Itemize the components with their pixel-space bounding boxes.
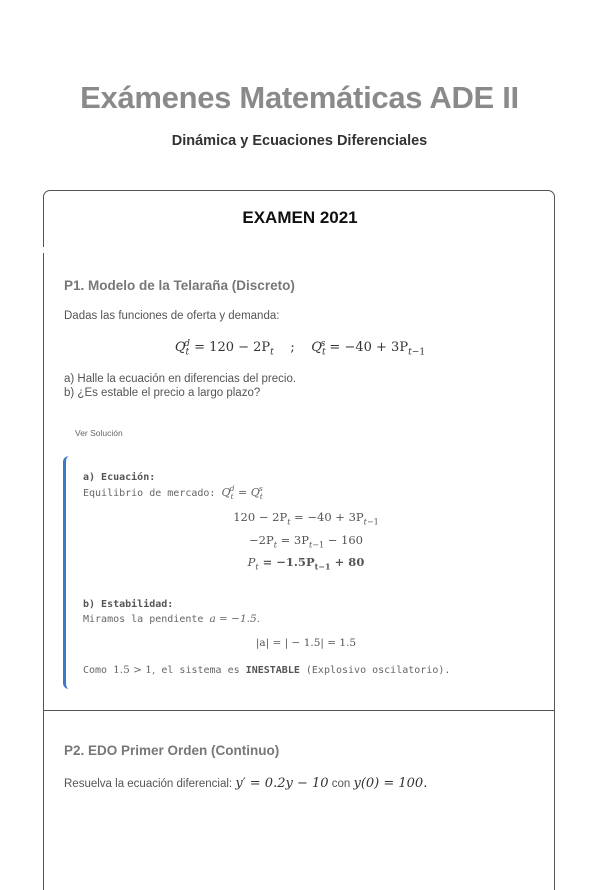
page-title: Exámenes Matemáticas ADE II	[80, 80, 519, 115]
p1-question-a: a) Halle la ecuación en diferencias del precio.	[64, 373, 297, 385]
p1-question-b: b) ¿Es estable el precio a largo plazo?	[64, 387, 261, 399]
solution-step-2: $-2P_t = 3P_{t-1} - 160$	[249, 533, 363, 550]
p2-initial-condition: y(0) = 100.	[353, 776, 428, 791]
solution-b-title: b) Estabilidad:	[83, 599, 174, 610]
solution-conclusion	[83, 664, 450, 676]
exam-title: EXAMEN 2021	[242, 208, 358, 227]
step3-left: P	[247, 555, 256, 569]
p1-solution-box	[63, 456, 546, 689]
step1-right: = −40 + 3P	[294, 510, 364, 524]
step2-tail: − 160	[327, 533, 363, 547]
step2-left: −2P	[249, 533, 274, 547]
conclusion-math: 1.5 > 1,	[113, 664, 156, 676]
step2-right: = 3P	[280, 533, 309, 547]
p1-supply: −40 + 3P	[344, 340, 409, 355]
p2-equation: y′ = 0.2y − 10	[235, 776, 329, 791]
solution-abs: |a| = | − 1.5| = 1.5	[255, 637, 357, 649]
p2-heading: P2. EDO Primer Orden (Continuo)	[64, 743, 280, 758]
p2-text-pre: Resuelva la ecuación diferencial:	[64, 778, 233, 790]
step3-tail: + 80	[334, 555, 365, 569]
p1-equations: $Q_t^d = 120 - 2P_t$ ; $Q_t^s = -40 + 3P_{t-1}$	[174, 338, 426, 358]
solution-b-text	[83, 613, 260, 625]
section-divider	[44, 710, 554, 711]
step1-left: 120 − 2P	[233, 510, 288, 524]
solution-step-3: $P_t = -1.5P_{t-1} + 80$	[247, 555, 365, 572]
solution-b-label: Miramos la pendiente	[83, 614, 204, 625]
solution-slope: a = −1.5.	[209, 613, 261, 625]
conclusion-unstable: INESTABLE	[245, 665, 300, 676]
p1-intro: Dadas las funciones de oferta y demanda:	[64, 310, 280, 322]
p1-heading: P1. Modelo de la Telaraña (Discreto)	[64, 278, 295, 293]
page-subtitle: Dinámica y Ecuaciones Diferenciales	[171, 133, 428, 149]
conclusion-post: (Explosivo oscilatorio).	[305, 665, 451, 676]
solution-step-1: $120 - 2P_t = -40 + 3P_{t-1}$	[233, 510, 379, 527]
p2-text	[64, 776, 427, 791]
solution-a-text: Equilibrio de mercado: $Q_t^d = Q_t^s$	[83, 484, 263, 502]
show-solution-link[interactable]: Ver Solución	[75, 428, 123, 438]
exam-card	[43, 190, 555, 890]
conclusion-mid: el sistema es	[161, 665, 240, 676]
step3-right: = −1.5P	[262, 555, 315, 569]
p1-demand: 120 − 2P	[209, 340, 271, 355]
solution-a-label: Equilibrio de mercado:	[83, 488, 216, 499]
p2-text-mid: con	[331, 778, 351, 790]
conclusion-pre: Como	[83, 665, 108, 676]
solution-a-title: a) Ecuación:	[83, 472, 156, 483]
